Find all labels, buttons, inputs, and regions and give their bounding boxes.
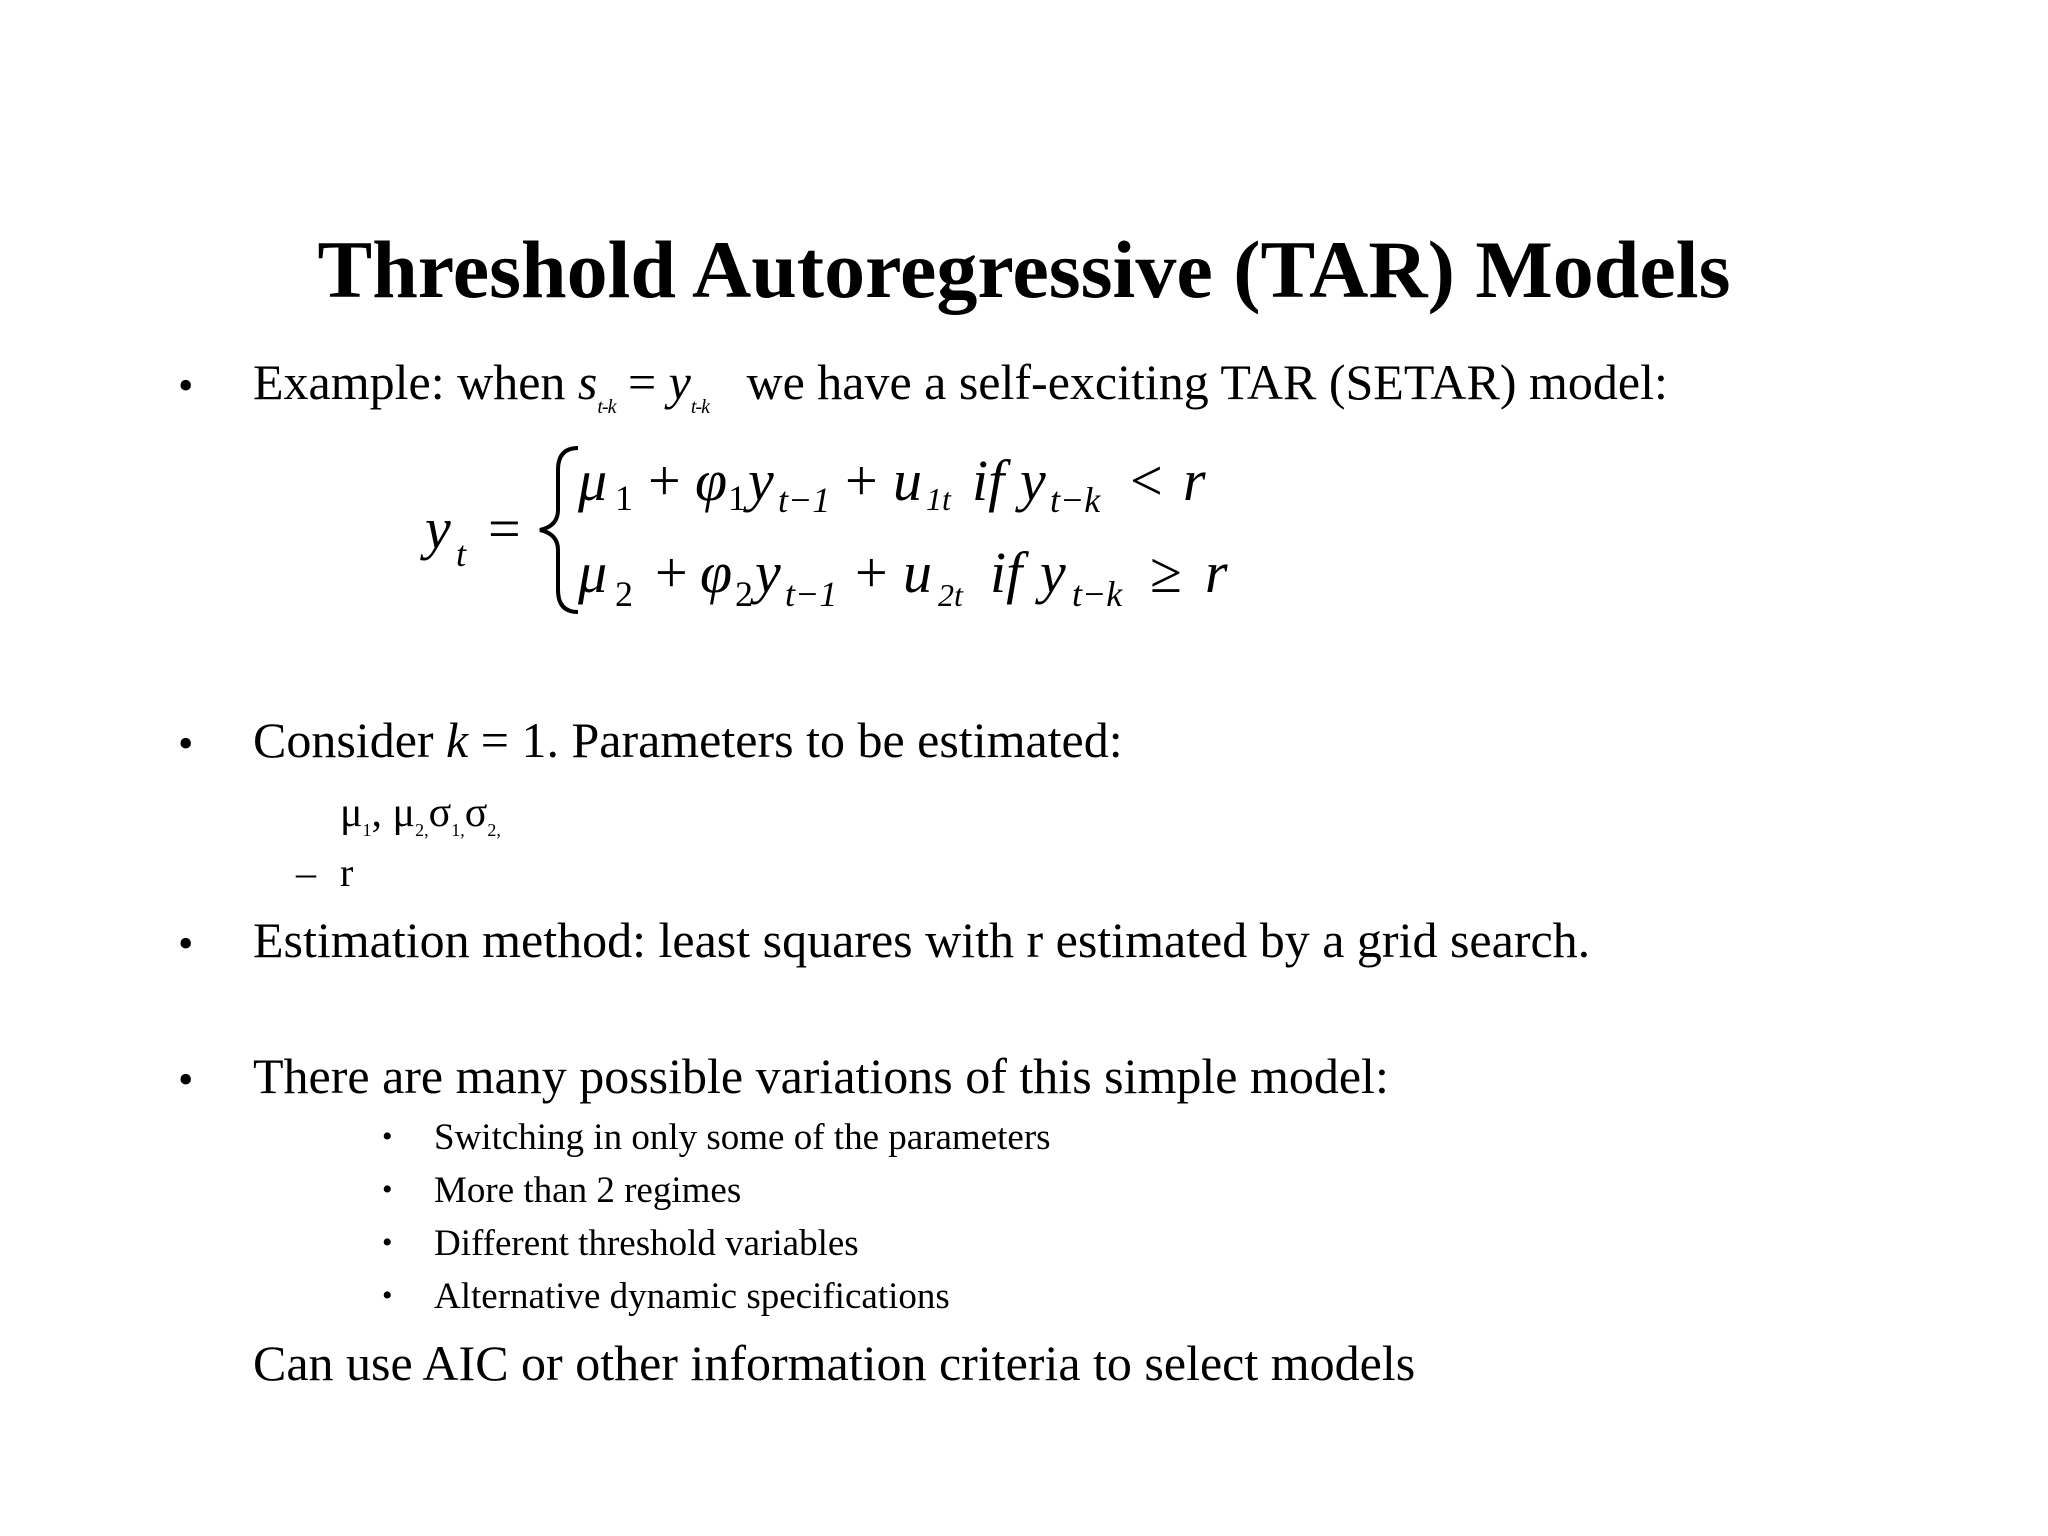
- svg-text:r: r: [1183, 448, 1206, 513]
- svg-text:2: 2: [615, 574, 633, 614]
- variation-item: Different threshold variables: [434, 1223, 859, 1264]
- bullet-marker: •: [178, 1055, 194, 1104]
- s-variable: s: [577, 354, 598, 410]
- example-prefix: Example: when: [253, 354, 578, 410]
- variation-item: Alternative dynamic specifications: [434, 1276, 950, 1317]
- dash-marker: –: [296, 850, 316, 895]
- left-brace: [540, 448, 578, 612]
- variation-item: Switching in only some of the parameters: [434, 1117, 1051, 1158]
- svg-text:<: <: [1130, 448, 1163, 513]
- svg-text:+: +: [855, 540, 888, 605]
- svg-text:t−1: t−1: [778, 480, 831, 520]
- svg-text:μ: μ: [578, 540, 608, 605]
- consider-line: [253, 710, 1123, 770]
- sub-bullet-marker: •: [382, 1226, 393, 1259]
- closing-line: Can use AIC or other information criteria to select models: [253, 1335, 1416, 1391]
- svg-text:t−k: t−k: [1050, 480, 1101, 520]
- svg-text:1: 1: [728, 478, 746, 518]
- svg-text:u: u: [893, 448, 922, 513]
- bullet-marker: •: [178, 919, 194, 968]
- example-suffix: we have a self-exciting TAR (SETAR) model:: [708, 354, 1668, 410]
- svg-text:y: y: [1020, 448, 1046, 513]
- svg-text:if: if: [972, 448, 1005, 513]
- svg-text:φ: φ: [700, 540, 733, 605]
- example-line: [253, 352, 1668, 437]
- svg-text:y: y: [748, 448, 774, 513]
- y-subscript: t-k: [690, 396, 709, 418]
- svg-text:y: y: [1040, 540, 1066, 605]
- svg-text:t−1: t−1: [785, 574, 838, 614]
- sub-bullet-marker: •: [382, 1279, 393, 1312]
- eq-lhs-y: y: [425, 496, 451, 561]
- parameter-list: $\mu_1$, $\mu_{2,}\sigma_{1,}\sigma_{2,}$: [340, 790, 501, 840]
- svg-text:2: 2: [735, 574, 753, 614]
- svg-text:y: y: [755, 540, 781, 605]
- svg-text:t−k: t−k: [1072, 574, 1123, 614]
- sub-bullet-marker: •: [382, 1120, 393, 1153]
- bullet-marker: •: [178, 719, 194, 768]
- svg-text:≥: ≥: [1150, 540, 1182, 605]
- variations-line: There are many possible variations of this simple model:: [253, 1048, 1389, 1104]
- r-parameter: r: [340, 850, 354, 895]
- svg-text:1: 1: [615, 478, 633, 518]
- equation-row-1: [577, 448, 1206, 520]
- svg-text:+: +: [648, 448, 681, 513]
- equation-row-2: [577, 540, 1228, 614]
- variation-item: More than 2 regimes: [434, 1170, 742, 1211]
- s-subscript: t-k: [597, 396, 616, 418]
- equals-sign: =: [615, 354, 669, 410]
- consider-prefix: Consider: [253, 712, 447, 768]
- svg-text:+: +: [655, 540, 688, 605]
- eq-lhs-sub: t: [456, 534, 467, 574]
- svg-text:μ: μ: [578, 448, 608, 513]
- slide-title: Threshold Autoregressive (TAR) Models: [317, 224, 1731, 315]
- consider-suffix: = 1. Parameters to be estimated:: [468, 712, 1123, 768]
- estimation-line: Estimation method: least squares with r estimated by a grid search.: [253, 912, 1591, 968]
- k-variable: k: [446, 712, 469, 768]
- svg-text:r: r: [1205, 540, 1228, 605]
- sub-bullet-marker: •: [382, 1173, 393, 1206]
- svg-text:φ: φ: [695, 448, 728, 513]
- eq-equals: =: [488, 496, 521, 561]
- svg-text:u: u: [903, 540, 932, 605]
- y-variable: y: [668, 354, 691, 410]
- svg-text:1t: 1t: [926, 481, 951, 517]
- svg-text:if: if: [990, 540, 1023, 605]
- bullet-marker: •: [178, 361, 194, 410]
- svg-text:+: +: [845, 448, 878, 513]
- svg-text:2t: 2t: [938, 577, 963, 613]
